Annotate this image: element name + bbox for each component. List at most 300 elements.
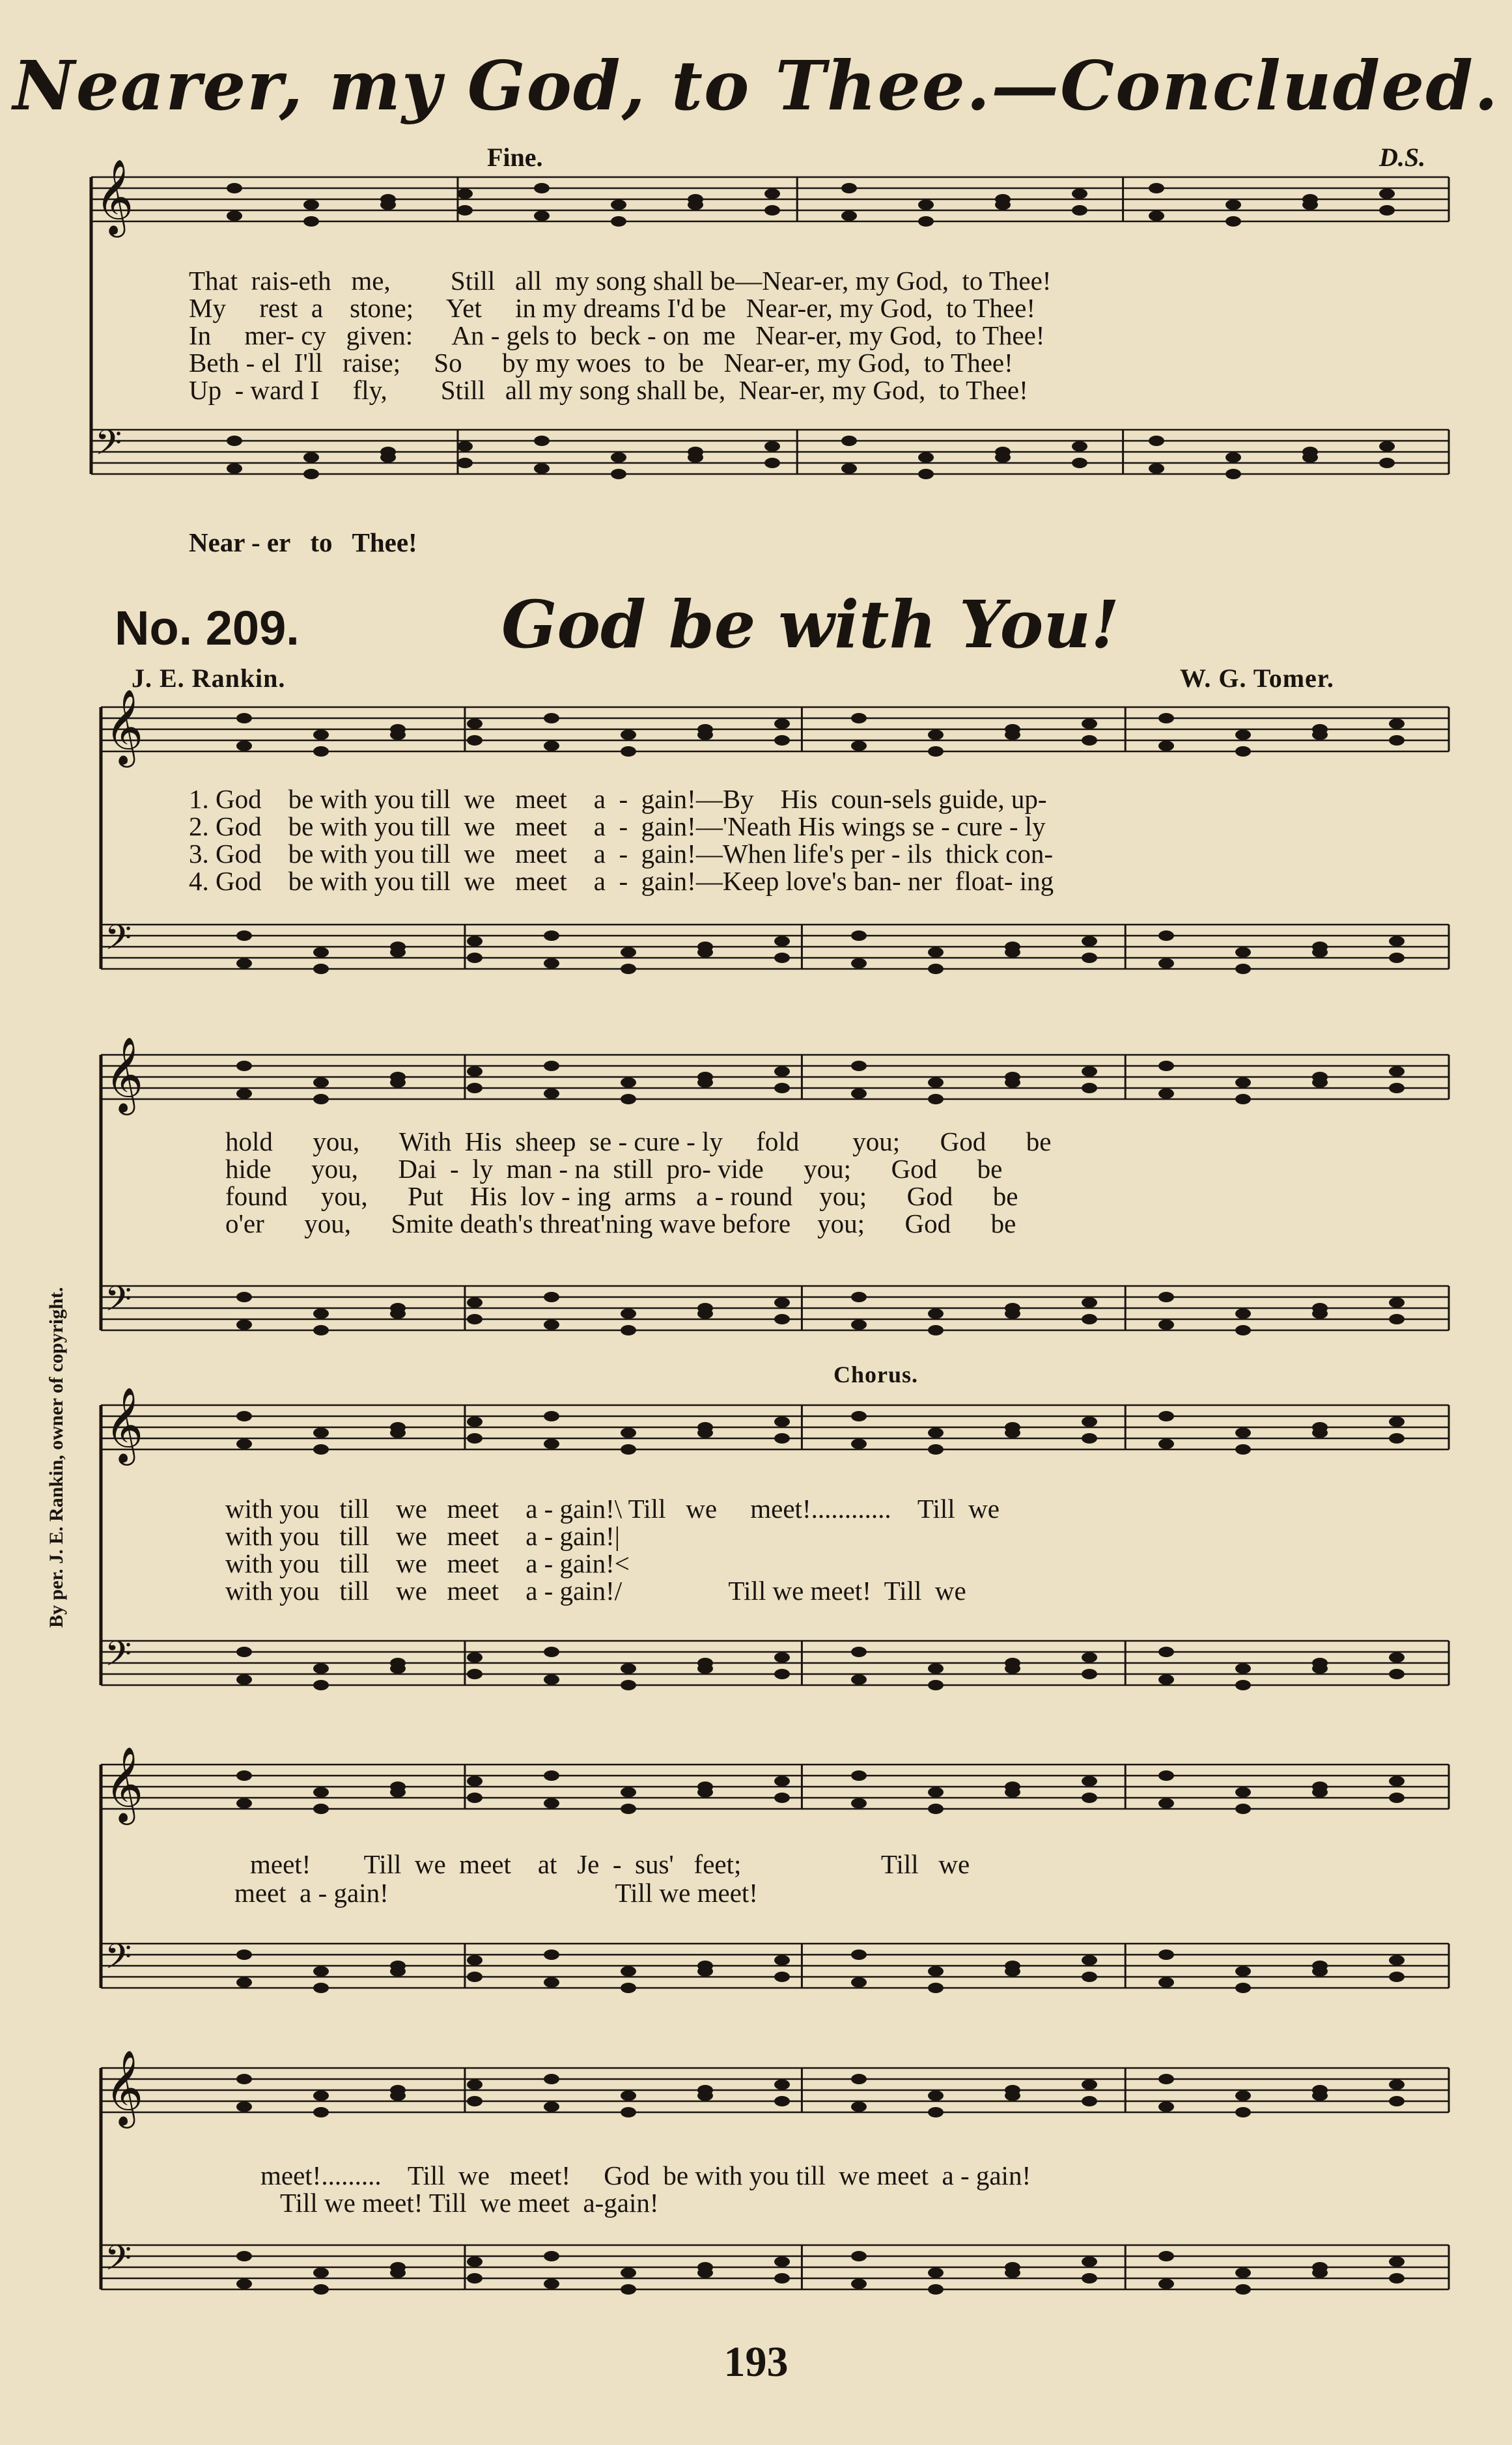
note-head [227,464,242,474]
note-head [1082,2080,1097,2090]
note-head [1158,2102,1174,2112]
note-head [1235,1309,1251,1319]
note-head [313,2268,329,2278]
note-head [1158,1647,1174,1657]
note-head [390,1664,406,1674]
note-head [467,2257,483,2267]
s1-lyric-2: 2. God be with you till we meet a - gain!—'Neath His wings se - cure - ly [189,811,1046,841]
note-head [544,2251,559,2261]
note-head [918,469,934,479]
note-head [1225,200,1241,210]
note-head [851,2279,867,2289]
note-head [611,453,626,463]
note-head [1082,936,1097,947]
note-head [467,1776,483,1787]
note-head [928,746,944,757]
note-head [995,200,1011,210]
note-head [236,741,252,751]
note-head [1389,1793,1405,1803]
note-head [1005,2268,1020,2278]
note-head [1149,211,1164,221]
page-number: 193 [723,2338,789,2386]
note-head [1235,1444,1251,1455]
note-head [467,735,483,746]
note-head [534,183,550,193]
note-head [467,2096,483,2106]
hymn-author: J. E. Rankin. [132,664,286,693]
note-head [313,947,329,958]
chorus-label: Chorus. [833,1362,919,1388]
note-head [621,746,636,757]
note-head [1312,1309,1328,1319]
note-head [1389,1298,1405,1308]
note-head [1389,2257,1405,2267]
note-head [851,2074,867,2084]
note-head [1082,953,1097,963]
note-head [534,211,550,221]
note-head [774,719,790,729]
note-head [227,183,242,193]
note-head [851,741,867,751]
note-head [764,458,780,468]
note-head [928,1444,944,1455]
note-head [1082,1653,1097,1663]
note-head [621,1664,636,1674]
note-head [928,1078,944,1088]
note-head [1158,1061,1174,1071]
note-head [390,1309,406,1319]
note-head [1082,1314,1097,1324]
note-head [851,1770,867,1781]
note-head [457,189,473,199]
note-head [1312,1966,1328,1977]
note-head [544,741,559,751]
note-head [1158,1320,1174,1330]
note-head [467,2080,483,2090]
note-head [851,958,867,969]
note-head [313,1444,329,1455]
s3-lyric-1: with you till we meet a - gain!\ Till we meet!............ Till we [225,1494,1000,1524]
note-head [1005,1078,1020,1088]
note-head [774,1669,790,1679]
note-head [236,713,252,723]
note-head [1005,1664,1020,1674]
note-head [1082,719,1097,729]
note-head [621,1444,636,1455]
note-head [544,1292,559,1302]
note-head [1389,1067,1405,1077]
note-head [1389,1653,1405,1663]
s5-lyric-1: meet!......... Till we meet! God be with you till we meet a - gain! [260,2160,1031,2190]
note-head [467,1793,483,1803]
note-head [1158,1949,1174,1960]
note-head [227,436,242,446]
note-head [928,1094,944,1104]
note-head [1389,1083,1405,1093]
note-head [774,2273,790,2284]
note-head [1389,2273,1405,2284]
note-head [236,930,252,941]
note-head [1235,947,1251,958]
clef-symbol: 𝄢 [95,423,122,471]
note-head [1235,1983,1251,1993]
note-head [544,1675,559,1685]
note-head [544,1647,559,1657]
note-head [1312,947,1328,958]
note-head [1072,189,1087,199]
note-head [1082,1417,1097,1427]
note-head [236,1675,252,1685]
note-head [697,947,713,958]
note-head [467,1067,483,1077]
note-head [1379,189,1395,199]
note-head [697,2091,713,2101]
clef-symbol: 𝄞 [105,688,144,764]
note-head [851,1647,867,1657]
note-head [774,953,790,963]
note-head [697,1309,713,1319]
note-head [851,930,867,941]
note-head [621,1428,636,1438]
note-head [1082,2096,1097,2106]
note-head [621,1078,636,1088]
note-head [621,1680,636,1690]
note-head [928,2268,944,2278]
note-head [1235,1078,1251,1088]
note-head [1235,2091,1251,2101]
note-head [544,1770,559,1781]
note-head [1082,1083,1097,1093]
note-head [544,2279,559,2289]
note-head [1082,2273,1097,2284]
note-head [841,183,857,193]
note-head [774,1972,790,1982]
note-head [467,1298,483,1308]
note-head [1072,441,1087,452]
note-head [611,216,626,227]
note-head [1302,200,1318,210]
prev-lyric-line-1: That rais-eth me, Still all my song shall be—Near-er, my God, to Thee! [189,266,1052,296]
note-head [774,936,790,947]
note-head [236,1977,252,1988]
note-head [467,2273,483,2284]
note-head [621,1325,636,1335]
note-head [236,1949,252,1960]
note-head [390,730,406,740]
s2-lyric-2: hide you, Dai - ly man - na still pro- vide you; God be [225,1154,1003,1184]
note-head [1082,1433,1097,1444]
note-head [227,211,242,221]
note-head [534,464,550,474]
note-head [390,1078,406,1088]
note-head [851,1977,867,1988]
note-head [1389,2080,1405,2090]
note-head [621,1966,636,1977]
note-head [467,1955,483,1966]
note-head [841,436,857,446]
note-head [1158,930,1174,941]
note-head [236,2279,252,2289]
note-head [313,1309,329,1319]
s1-lyric-4: 4. God be with you till we meet a - gain!—Keep love's ban- ner float- ing [189,866,1054,896]
note-head [928,1966,944,1977]
note-head [467,1314,483,1324]
note-head [764,205,780,216]
note-head [236,1411,252,1421]
note-head [688,200,703,210]
note-head [774,1314,790,1324]
page-top-title: Nearer, my God, to Thee.—Concluded. [12,46,1500,126]
note-head [851,1411,867,1421]
prev-lyric-line-2: My rest a stone; Yet in my dreams I'd be Near-er, my God, to Thee! [189,293,1035,323]
s4-lyric-2: meet a - gain! Till we meet! [234,1878,758,1908]
note-head [467,953,483,963]
note-head [1235,730,1251,740]
note-head [1389,1955,1405,1966]
note-head [851,1675,867,1685]
note-head [774,735,790,746]
note-head [544,2102,559,2112]
note-head [928,2284,944,2295]
note-head [1158,1411,1174,1421]
note-head [1082,735,1097,746]
clef-symbol: 𝄞 [105,2049,144,2125]
note-head [1158,713,1174,723]
note-head [544,1798,559,1809]
note-head [390,947,406,958]
note-head [1005,947,1020,958]
note-head [1072,458,1087,468]
clef-symbol: 𝄢 [105,1937,132,1985]
note-head [1149,183,1164,193]
note-head [928,1680,944,1690]
note-head [1235,1325,1251,1335]
fine-mark: Fine. [487,143,543,172]
note-head [313,1983,329,1993]
note-head [1082,1776,1097,1787]
clef-symbol: 𝄞 [95,158,134,234]
note-head [928,730,944,740]
hymn-composer: W. G. Tomer. [1180,664,1334,693]
note-head [697,1787,713,1798]
note-head [380,200,396,210]
note-head [851,1292,867,1302]
s2-lyric-4: o'er you, Smite death's threat'ning wave before you; God be [225,1209,1016,1238]
note-head [851,1439,867,1449]
note-head [303,216,319,227]
note-head [1389,1433,1405,1444]
note-head [611,200,626,210]
note-head [534,436,550,446]
note-head [774,2257,790,2267]
note-head [303,200,319,210]
note-head [1149,464,1164,474]
note-head [236,1798,252,1809]
note-head [918,216,934,227]
note-head [236,2074,252,2084]
note-head [467,1433,483,1444]
note-head [1158,1798,1174,1809]
note-head [774,1955,790,1966]
note-head [1379,441,1395,452]
note-head [1235,1680,1251,1690]
note-head [313,746,329,757]
clef-symbol: 𝄢 [105,2239,132,2287]
s2-lyric-1: hold you, With His sheep se - cure - ly fold you; God be [225,1126,1052,1156]
note-head [764,189,780,199]
note-head [1082,1972,1097,1982]
note-head [1082,1298,1097,1308]
note-head [313,2091,329,2101]
note-head [544,1320,559,1330]
note-head [621,1309,636,1319]
hymn-title: God be with You! [501,586,1119,663]
note-head [1312,2268,1328,2278]
note-head [544,2074,559,2084]
note-head [313,964,329,974]
note-head [236,1770,252,1781]
note-head [928,1804,944,1814]
note-head [1379,205,1395,216]
note-head [928,1787,944,1798]
note-head [390,2268,406,2278]
note-head [774,1417,790,1427]
note-head [1005,1309,1020,1319]
note-head [774,1653,790,1663]
note-head [236,1089,252,1099]
note-head [467,936,483,947]
note-head [1389,953,1405,963]
note-head [697,1664,713,1674]
note-head [1158,1089,1174,1099]
note-head [928,947,944,958]
note-head [1235,964,1251,974]
note-head [544,930,559,941]
ds-mark: D.S. [1379,143,1426,172]
note-head [457,441,473,452]
note-head [697,1078,713,1088]
note-head [303,453,319,463]
note-head [1158,958,1174,969]
note-head [928,1983,944,1993]
note-head [621,947,636,958]
note-head [1158,1770,1174,1781]
note-head [1225,453,1241,463]
note-head [1389,1776,1405,1787]
note-head [544,1089,559,1099]
note-head [313,1804,329,1814]
s4-lyric-1: meet! Till we meet at Je - sus' feet; Till we [250,1849,970,1879]
note-head [928,964,944,974]
note-head [236,958,252,969]
note-head [313,1966,329,1977]
note-head [1235,1664,1251,1674]
note-head [928,1325,944,1335]
note-head [918,453,934,463]
note-head [1158,2074,1174,2084]
note-head [764,441,780,452]
note-head [841,464,857,474]
note-head [928,1309,944,1319]
note-head [1302,453,1318,463]
note-head [928,1664,944,1674]
note-head [851,1320,867,1330]
note-head [544,1949,559,1960]
note-head [544,1411,559,1421]
note-head [774,1083,790,1093]
note-head [621,964,636,974]
note-head [621,2091,636,2101]
note-head [236,1439,252,1449]
note-head [1235,1966,1251,1977]
note-head [1235,1428,1251,1438]
note-head [303,469,319,479]
s3-lyric-3: with you till we meet a - gain!< [225,1548,630,1578]
note-head [995,453,1011,463]
s3-lyric-2: with you till we meet a - gain!| [225,1521,620,1551]
note-head [1082,1669,1097,1679]
note-head [774,1298,790,1308]
copyright-note: By per. J. E. Rankin, owner of copyright. [46,1287,67,1628]
note-head [621,2107,636,2117]
note-head [1158,2279,1174,2289]
note-head [1005,2091,1020,2101]
note-head [697,1428,713,1438]
note-head [851,1061,867,1071]
note-head [390,2091,406,2101]
note-head [1312,730,1328,740]
note-head [688,453,703,463]
note-head [1235,1094,1251,1104]
note-head [1312,1428,1328,1438]
note-head [1158,1977,1174,1988]
s2-lyric-3: found you, Put His lov - ing arms a - round you; God be [225,1181,1018,1211]
note-head [236,2251,252,2261]
note-head [313,2284,329,2295]
note-head [1235,2268,1251,2278]
note-head [1235,1804,1251,1814]
note-head [841,211,857,221]
note-head [697,2268,713,2278]
note-head [313,1325,329,1335]
note-head [928,1428,944,1438]
note-head [1149,436,1164,446]
note-head [774,1433,790,1444]
note-head [313,1078,329,1088]
clef-symbol: 𝄢 [105,1634,132,1683]
s5-lyric-2: Till we meet! Till we meet a-gain! [260,2188,659,2218]
note-head [236,1647,252,1657]
note-head [313,1680,329,1690]
s1-lyric-3: 3. God be with you till we meet a - gain!—When life's per - ils thick con- [189,839,1054,869]
note-head [851,2251,867,2261]
note-head [544,1977,559,1988]
note-head [1158,2251,1174,2261]
note-head [851,1798,867,1809]
note-head [928,2107,944,2117]
note-head [1389,2096,1405,2106]
note-head [313,1664,329,1674]
note-head [697,730,713,740]
clef-symbol: 𝄞 [105,1746,144,1822]
note-head [313,1428,329,1438]
note-head [1225,216,1241,227]
note-head [236,1292,252,1302]
note-head [621,2268,636,2278]
note-head [390,1966,406,1977]
note-head [774,2080,790,2090]
note-head [1235,2284,1251,2295]
